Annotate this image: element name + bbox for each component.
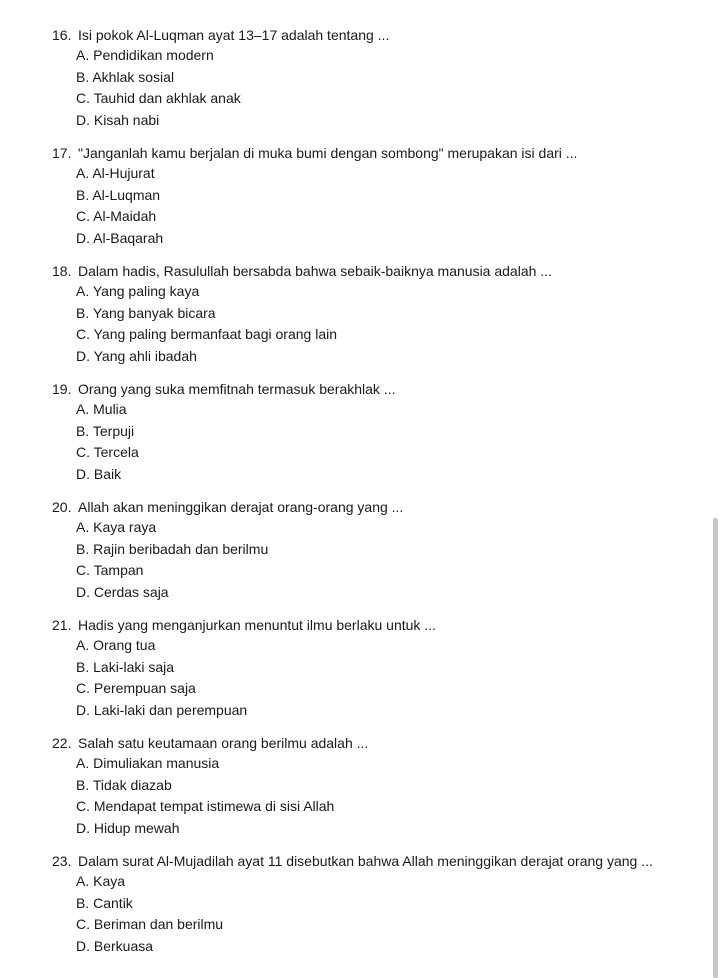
option-d: D. Cerdas saja — [76, 583, 169, 600]
option-b: B. Al-Luqman — [76, 186, 161, 203]
question-16 — [52, 26, 692, 132]
option-c: C. Perempuan saja — [76, 680, 196, 696]
question-18 — [52, 262, 692, 368]
question-text: Salah satu keutamaan orang berilmu adalah ... — [78, 735, 369, 751]
scrollbar-thumb[interactable] — [713, 518, 718, 978]
question-stem — [52, 498, 692, 516]
question-number: 18. — [52, 263, 72, 279]
option-b: B. Akhlak sosial — [76, 68, 175, 85]
option-d: D. Kisah nabi — [76, 111, 160, 128]
question-19 — [52, 380, 692, 486]
option-d: D. Berkuasa — [76, 937, 154, 954]
option-a: A. Pendidikan modern — [76, 47, 214, 63]
option-a: A. Dimuliakan manusia — [76, 755, 220, 771]
option-b: B. Terpuji — [76, 422, 135, 439]
question-21 — [52, 616, 692, 722]
option-b: B. Laki-laki saja — [76, 658, 175, 675]
question-text: Hadis yang menganjurkan menuntut ilmu berlaku untuk ... — [78, 617, 436, 633]
question-number: 20. — [52, 499, 72, 515]
question-20 — [52, 498, 692, 604]
question-number: 17. — [52, 145, 72, 161]
option-c: C. Yang paling bermanfaat bagi orang lain — [76, 326, 337, 342]
question-number: 19. — [52, 381, 72, 397]
option-d: D. Yang ahli ibadah — [76, 347, 197, 364]
option-b: B. Rajin beribadah dan berilmu — [76, 540, 269, 557]
vertical-scrollbar[interactable] — [710, 0, 720, 978]
option-a: A. Mulia — [76, 401, 127, 417]
question-22 — [52, 734, 692, 840]
question-text: "Janganlah kamu berjalan di muka bumi dengan sombong" merupakan isi dari ... — [78, 145, 578, 161]
option-a: A. Orang tua — [76, 637, 156, 653]
option-c: C. Tauhid dan akhlak anak — [76, 90, 241, 106]
option-c: C. Tampan — [76, 562, 144, 578]
option-d: D. Baik — [76, 465, 122, 482]
question-stem — [52, 852, 692, 870]
option-b: B. Tidak diazab — [76, 776, 172, 793]
option-d: D. Hidup mewah — [76, 819, 180, 836]
question-number: 23. — [52, 853, 72, 869]
option-c: C. Beriman dan berilmu — [76, 916, 224, 932]
question-stem — [52, 262, 692, 280]
option-c: C. Al-Maidah — [76, 208, 157, 224]
option-c: C. Tercela — [76, 444, 139, 460]
option-a: A. Al-Hujurat — [76, 165, 155, 181]
option-a: A. Kaya — [76, 873, 126, 889]
question-stem — [52, 734, 692, 752]
option-d: D. Laki-laki dan perempuan — [76, 701, 248, 718]
option-d: D. Al-Baqarah — [76, 229, 164, 246]
option-a: A. Yang paling kaya — [76, 283, 200, 299]
option-a: A. Kaya raya — [76, 519, 157, 535]
question-text: Dalam hadis, Rasulullah bersabda bahwa sebaik-baiknya manusia adalah ... — [78, 263, 552, 279]
question-text: Dalam surat Al-Mujadilah ayat 11 disebutkan bahwa Allah meninggikan derajat orang yang ... — [78, 853, 653, 869]
option-c: C. Mendapat tempat istimewa di sisi Allah — [76, 798, 335, 814]
question-number: 21. — [52, 617, 72, 633]
question-text: Allah akan meninggikan derajat orang-orang yang ... — [78, 499, 404, 515]
option-b: B. Yang banyak bicara — [76, 304, 216, 321]
question-text: Orang yang suka memfitnah termasuk berakhlak ... — [78, 381, 396, 397]
question-23 — [52, 852, 692, 958]
question-17 — [52, 144, 692, 250]
question-stem — [52, 144, 692, 162]
question-number: 22. — [52, 735, 72, 751]
question-stem — [52, 380, 692, 398]
option-b: B. Cantik — [76, 894, 133, 911]
question-stem — [52, 26, 692, 44]
question-number: 16. — [52, 27, 72, 43]
question-stem — [52, 616, 692, 634]
question-text: Isi pokok Al-Luqman ayat 13–17 adalah tentang ... — [78, 27, 390, 43]
